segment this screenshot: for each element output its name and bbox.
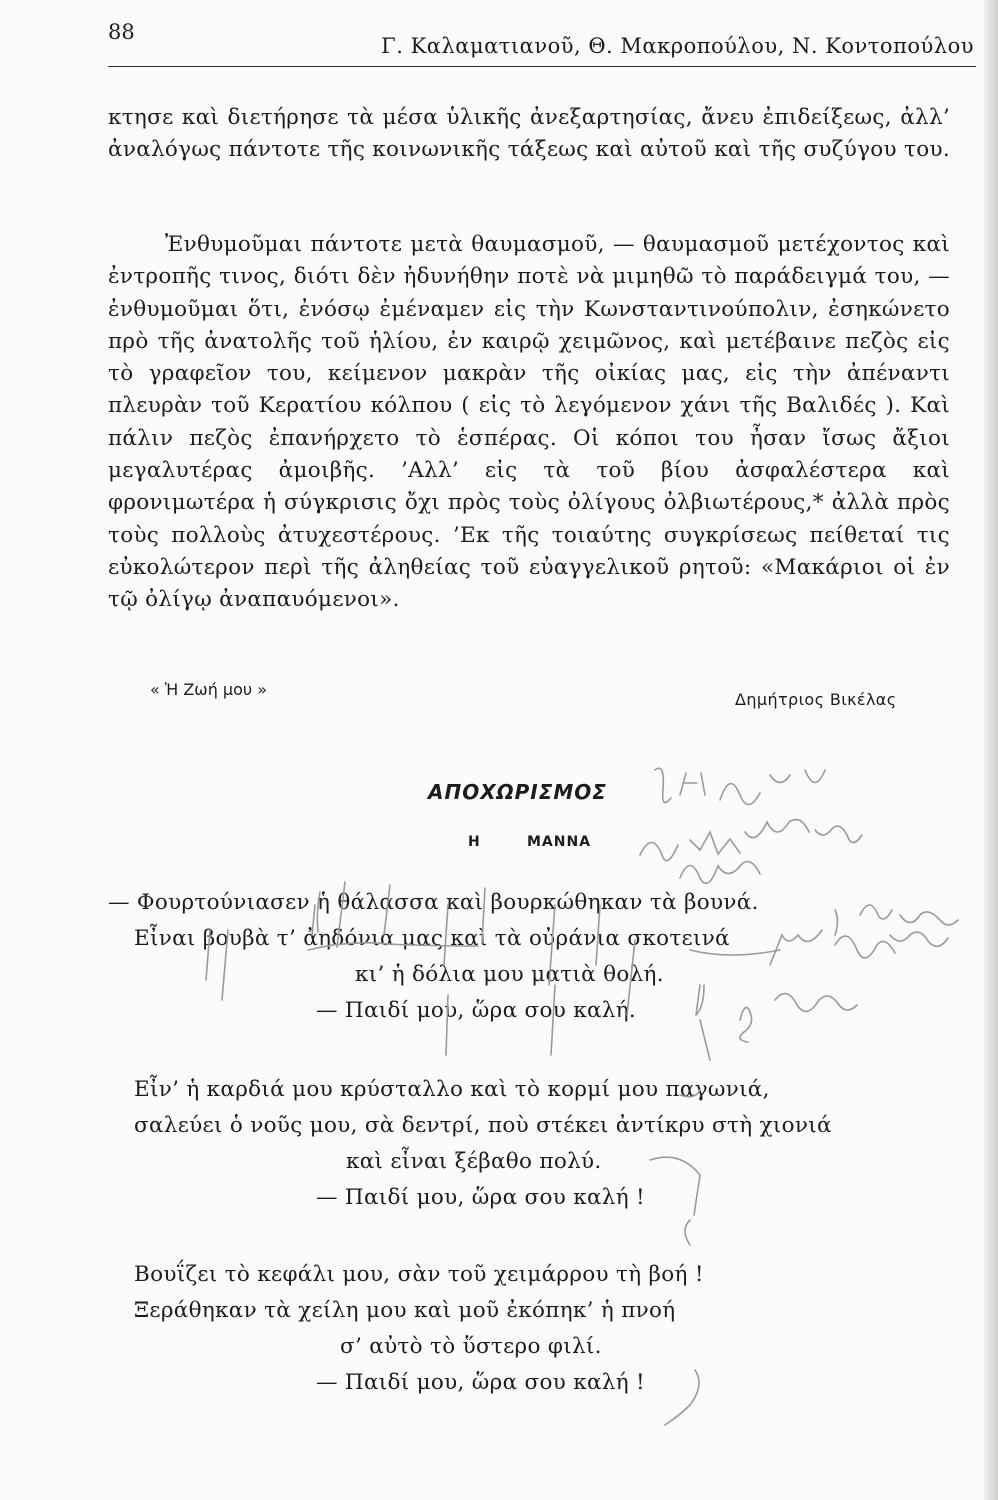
poem-line: καὶ εἶναι ξέβαθο πολύ. (346, 1149, 602, 1174)
poem-line: κι’ ἡ δόλια μου ματιὰ θολή. (355, 962, 664, 987)
poem-line: Εἶν’ ἡ καρδιά μου κρύσταλλο καὶ τὸ κορμί μου παγωνιά, (134, 1077, 770, 1102)
poem-line: σαλεύει ὁ νοῦς μου, σὰ δεντρί, ποὺ στέκει ἀντίκρυ στὴ χιονιά (134, 1113, 832, 1138)
poem-subtitle-h: Η (468, 834, 481, 850)
poem-title: ΑΠΟΧΩΡΙΣΜΟΣ (428, 780, 607, 804)
poem-line: Ξεράθηκαν τὰ χείλη μου καὶ μοῦ ἐκόπηκ’ ἡ πνοή (134, 1298, 676, 1323)
page-edge-shadow (984, 0, 998, 1500)
page-number: 88 (108, 20, 135, 44)
poem-line: — Παιδί μου, ὥρα σου καλή ! (316, 1370, 645, 1395)
citation-source: « Ἡ Ζωή μου » (150, 680, 268, 699)
poem-line: — Παιδί μου, ὥρα σου καλή ! (316, 1185, 645, 1210)
poem-line: — Φουρτούνιασεν ἡ θάλασσα καὶ βουρκώθηκαν τὰ βουνά. (108, 890, 759, 915)
poem-line: Εἶναι βουβὰ τ’ ἀηδόνια μας καὶ τὰ οὐράνια σκοτεινά (134, 926, 730, 951)
poem-subtitle-manna: ΜΑΝΝΑ (527, 834, 592, 850)
poem-line: — Παιδί μου, ὥρα σου καλή. (316, 998, 637, 1023)
poem-line: σ’ αὐτὸ τὸ ὕστερο φιλί. (340, 1334, 602, 1359)
prose-paragraph-2: Ἐνθυμοῦμαι πάντοτε μετὰ θαυμασμοῦ, — θαυμασμοῦ μετέχοντος καὶ ἐντροπῆς τινος, διότι δὲν ἠδυνήθην ποτὲ νὰ μιμηθῶ τὸ παράδειγμά του, — ἐνθυμοῦμαι ὅτι, ἐνόσῳ ἐμέναμεν εἰς τὴν Κωνσταντινούπολιν, ἐσηκώνετο πρὸ τῆς ἀνατολῆς τοῦ ἡλίου, ἐν καιρῷ χειμῶνος, καὶ μετέβαινε πεζὸς εἰς τὸ γραφεῖον του, κείμενον μακρὰν τῆς οἰκίας μας, εἰς τὴν ἀπέναντι πλευρὰν τοῦ Κερατίου κόλπου ( εἰς τὸ λεγόμενον χάνι τῆς Βαλιδές ). Καὶ πάλιν πεζὸς ἐπανήρχετο τὸ ἑσπέρας. Οἱ κόποι του ἦσαν ἴσως ἄξιοι μεγαλυτέρας ἀμοιβῆς. ’Αλλ’ εἰς τὰ τοῦ βίου ἀσφαλέστερα καὶ φρονιμωτέρα ἡ σύγκρισις ὄχι πρὸς τοὺς ὀλίγους ὀλβιωτέρους,* ἀλλὰ πρὸς τοὺς πολλοὺς ἀτυχεστέρους. ’Εκ τῆς τοιαύτης συγκρίσεως πείθεταί τις εὐκολώτερον περὶ τῆς ἀληθείας τοῦ εὐαγγελικοῦ ρητοῦ: «Μακάριοι οἱ ἐν τῷ ὀλίγῳ ἀναπαυόμενοι». (108, 232, 950, 613)
citation-author: Δημήτριος Βικέλας (735, 690, 897, 709)
prose-paragraph-1: κτησε καὶ διετήρησε τὰ μέσα ὑλικῆς ἀνεξαρτησίας, ἄνευ ἐπιδείξεως, ἀλλ’ ἀναλόγως πάντοτε τῆς κοινωνικῆς τάξεως καὶ αὐτοῦ καὶ τῆς συζύγου του. (108, 105, 950, 163)
running-header-authors: Γ. Καλαματιανοῦ, Θ. Μακροπούλου, Ν. Κοντοπούλου (381, 34, 974, 58)
poem-line: Βουΐζει τὸ κεφάλι μου, σὰν τοῦ χειμάρρου τὴ βοή ! (134, 1262, 704, 1287)
header-rule (108, 66, 976, 67)
